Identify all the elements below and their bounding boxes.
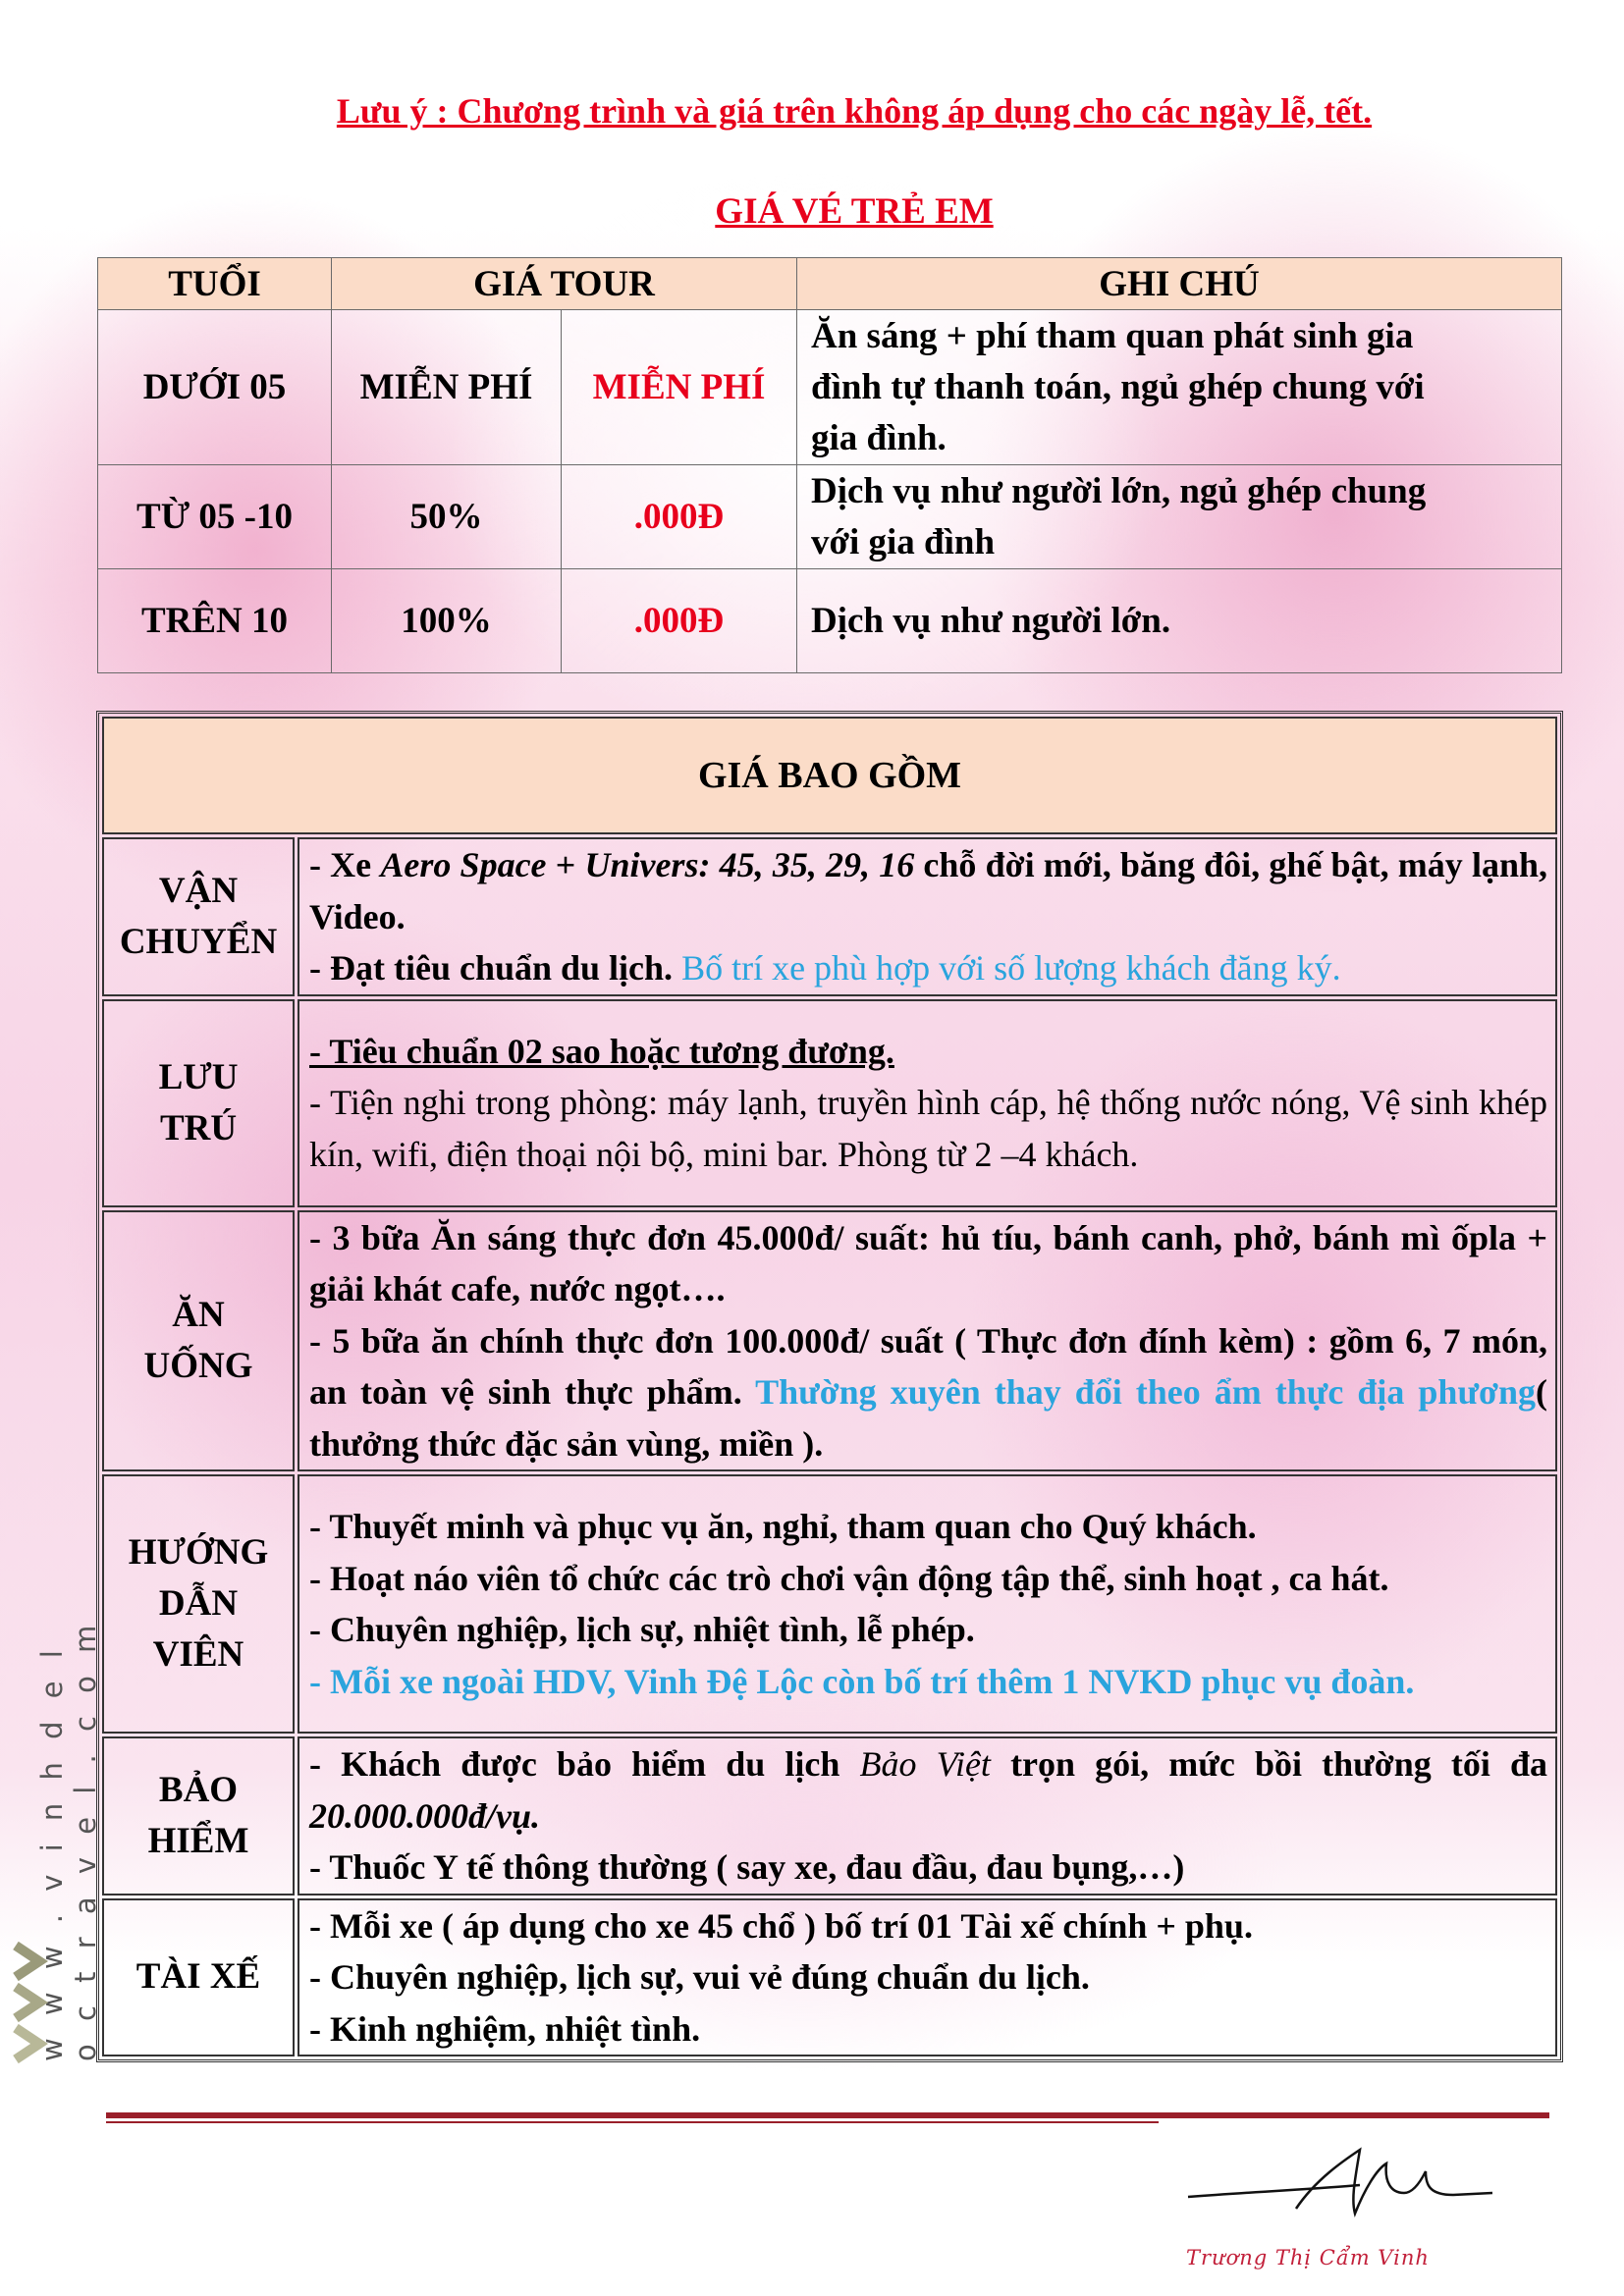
child-table-header-row (98, 258, 1562, 310)
desc-text: trọn gói, mức bồi thường tối đa (990, 1744, 1547, 1784)
category-driver: TÀI XẾ (102, 1898, 295, 2057)
includes-header-row (102, 717, 1557, 834)
age-cell: DƯỚI 05 (98, 310, 332, 465)
note-line: Dịch vụ như người lớn, ngủ ghép chung (811, 470, 1427, 511)
pct-cell: 100% (332, 569, 562, 673)
desc-text: - 5 bữa ăn chính thực đơn 100.000đ/ suất ( Thực đơn đính kèm) : gồm 6, 7 món, an toàn vệ sinh thực phẩm. (309, 1320, 1547, 1412)
note-line: Ăn sáng + phí tham quan phát sinh gia (811, 315, 1414, 356)
note-line: Dịch vụ như người lớn. (811, 600, 1171, 641)
signature-icon (1159, 2120, 1571, 2248)
lodging-desc (298, 999, 1557, 1207)
footer-rule-thick (106, 2112, 1549, 2118)
category-label: HIỂM (147, 1820, 249, 1861)
desc-text: + (546, 845, 585, 884)
category-transport (102, 837, 295, 996)
desc-text: - Chuyên nghiệp, lịch sự, vui vẻ đúng chuẩn du lịch. (309, 1957, 1090, 1997)
desc-text: chỗ đời mới, băng đôi, ghế bật, máy lạnh, Video. (309, 845, 1547, 936)
desc-text: - Tiêu chuẩn 02 sao hoặc tương đương. (309, 1031, 894, 1071)
insurance-desc (298, 1736, 1557, 1896)
amount-cell: MIỄN PHÍ (562, 310, 797, 465)
child-price-title: GIÁ VÉ TRẺ EM (715, 191, 994, 232)
desc-text: - Khách được bảo hiểm du lịch (309, 1744, 860, 1784)
table-row (102, 1736, 1557, 1896)
desc-text: - Đạt tiêu chuẩn du lịch. (309, 948, 682, 988)
amount-cell: .000Đ (562, 465, 797, 569)
pct-cell: 50% (332, 465, 562, 569)
category-label: TRÚ (159, 1107, 238, 1148)
note-cell (797, 465, 1562, 569)
table-row (98, 465, 1562, 569)
desc-text: ( thưởng thức đặc sản vùng, miền ). (309, 1372, 1547, 1464)
meals-desc (298, 1210, 1557, 1472)
category-label: VẬN (158, 870, 239, 911)
desc-text: - Chuyên nghiệp, lịch sự, nhiệt tình, lễ phép. (309, 1610, 975, 1649)
note-line: đình tự thanh toán, ngủ ghép chung với (811, 366, 1425, 407)
category-meals (102, 1210, 295, 1472)
table-row (102, 999, 1557, 1207)
table-row (102, 1474, 1557, 1734)
desc-text: Aero Space (380, 845, 547, 884)
signature-name: Trương Thị Cẩm Vinh (1186, 2246, 1430, 2269)
desc-text: Bảo Việt (859, 1744, 991, 1784)
desc-text: - Mỗi xe ngoài HDV, Vinh Đệ Lộc còn bố trí thêm 1 NVKD phục vụ đoàn. (309, 1661, 1415, 1701)
note-line: với gia đình (811, 521, 996, 562)
desc-text: Thường xuyên thay đổi theo ẩm thực địa phương (755, 1372, 1536, 1412)
category-guide (102, 1474, 295, 1734)
includes-title: GIÁ BAO GỒM (102, 717, 1557, 834)
desc-text: - Xe (309, 845, 381, 884)
desc-text: - Kinh nghiệm, nhiệt tình. (309, 2008, 701, 2049)
header-age: TUỔI (98, 258, 332, 310)
category-label: UỐNG (143, 1345, 253, 1386)
category-label: LƯU (158, 1056, 239, 1097)
note-cell (797, 310, 1562, 465)
header-price: GIÁ TOUR (332, 258, 797, 310)
category-label: HƯỚNG (128, 1532, 269, 1573)
note-cell (797, 569, 1562, 673)
desc-text: - Thuyết minh và phục vụ ăn, nghỉ, tham quan cho Quý khách. (309, 1507, 1257, 1546)
table-row (102, 837, 1557, 996)
child-price-table (97, 257, 1562, 673)
desc-text: - Tiện nghi trong phòng: máy lạnh, truyền hình cáp, hệ thống nước nóng, Vệ sinh khép kín, wifi, điện thoại nội bộ, mini bar. Phòng từ 2 –4 khách. (309, 1083, 1547, 1174)
table-row (102, 1898, 1557, 2057)
category-lodging (102, 999, 295, 1207)
table-row (98, 310, 1562, 465)
desc-text: - 3 bữa Ăn sáng thực đơn 45.000đ/ suất: hủ tíu, bánh canh, phở, bánh mì ốpla + giải khát cafe, nước ngọt…. (309, 1217, 1547, 1308)
notice-line: Lưu ý : Chương trình và giá trên không áp dụng cho các ngày lễ, tết. (336, 91, 1373, 131)
guide-desc (298, 1474, 1557, 1734)
desc-text: - Thuốc Y tế thông thường ( say xe, đau đầu, đau bụng,…) (309, 1847, 1185, 1887)
price-includes-table (96, 711, 1563, 2062)
category-label: VIÊN (152, 1634, 244, 1675)
note-line: gia đình. (811, 417, 947, 458)
category-insurance (102, 1736, 295, 1896)
table-row (102, 1210, 1557, 1472)
pct-cell: MIỄN PHÍ (332, 310, 562, 465)
desc-text: - Mỗi xe ( áp dụng cho xe 45 chổ ) bố trí 01 Tài xế chính + phụ. (309, 1905, 1253, 1946)
desc-text: Bố trí xe phù hợp với số lượng khách đăng ký. (681, 948, 1341, 988)
age-cell: TỪ 05 -10 (98, 465, 332, 569)
driver-desc (298, 1898, 1557, 2057)
age-cell: TRÊN 10 (98, 569, 332, 673)
desc-text: Univers: 45, 35, 29, 16 (584, 845, 915, 884)
transport-desc (298, 837, 1557, 996)
table-row (98, 569, 1562, 673)
header-note: GHI CHÚ (797, 258, 1562, 310)
category-label: CHUYỂN (119, 921, 278, 962)
chevron-logo-icon (10, 1942, 59, 2069)
category-label: BẢO (158, 1769, 239, 1810)
category-label: DẪN (158, 1583, 239, 1624)
category-label: ĂN (172, 1294, 225, 1335)
website-watermark: w w w . v i n h d e l o c t r a v e l . c o m (35, 1618, 102, 2061)
desc-text: 20.000.000đ/vụ. (309, 1795, 541, 1836)
amount-cell: .000Đ (562, 569, 797, 673)
desc-text: - Hoạt náo viên tổ chức các trò chơi vận động tập thể, sinh hoạt , ca hát. (309, 1558, 1389, 1598)
